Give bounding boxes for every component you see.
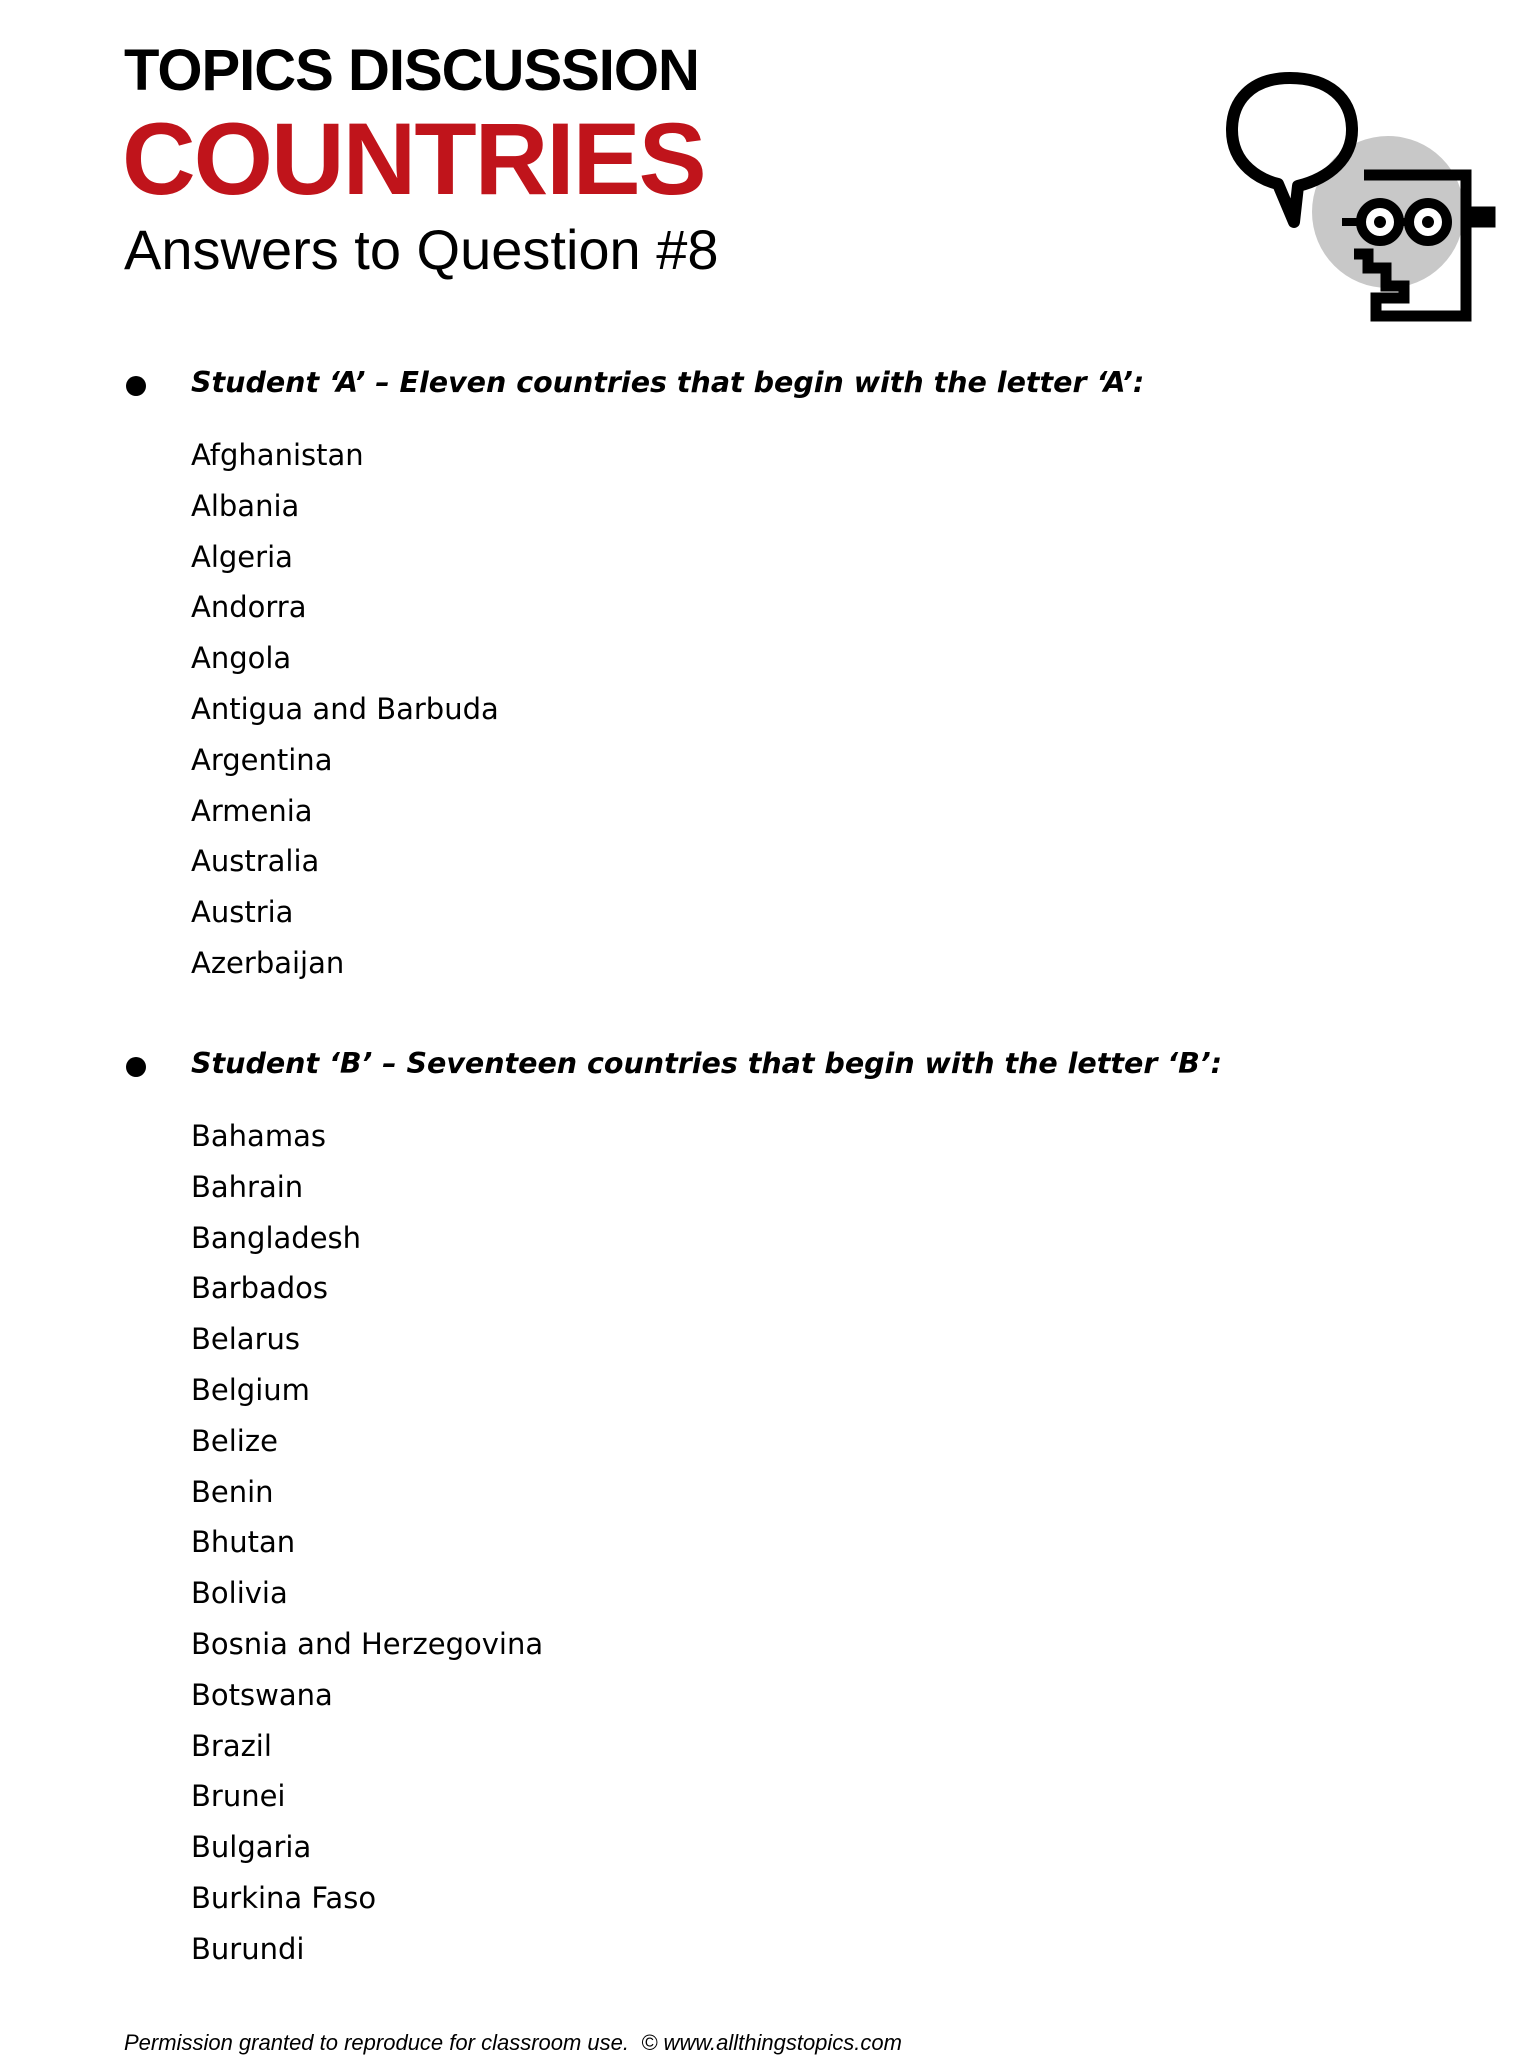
list-item: Bolivia — [191, 1576, 288, 1611]
list-item: Algeria — [191, 539, 293, 574]
list-item: Bhutan — [191, 1525, 296, 1560]
speech-bubble-face-icon — [1222, 72, 1502, 328]
list-item: Bulgaria — [191, 1830, 312, 1865]
section-heading: Student ‘A’ – Eleven countries that begin with the letter ‘A’: — [191, 366, 1145, 399]
list-item: Albania — [191, 488, 300, 523]
list-item: Armenia — [191, 793, 313, 828]
list-item: Azerbaijan — [191, 945, 345, 980]
list-item: Bosnia and Herzegovina — [191, 1626, 544, 1661]
list-item: Brunei — [191, 1779, 286, 1814]
list-item: Botswana — [191, 1677, 333, 1712]
list-item: Andorra — [191, 590, 307, 625]
country-list — [191, 1111, 543, 1975]
bullet — [126, 376, 146, 396]
page-subtitle: Answers to Question #8 — [124, 218, 719, 281]
list-item: Bahrain — [191, 1169, 304, 1204]
list-item: Barbados — [191, 1271, 329, 1306]
list-item: Belize — [191, 1423, 278, 1458]
list-item: Belgium — [191, 1372, 310, 1407]
list-item: Australia — [191, 844, 320, 879]
bullet — [126, 1057, 146, 1077]
header-kicker: TOPICS DISCUSSION — [124, 38, 699, 103]
list-item: Bangladesh — [191, 1220, 362, 1255]
list-item: Belarus — [191, 1322, 300, 1357]
list-item: Afghanistan — [191, 438, 364, 472]
page-title: COUNTRIES — [122, 102, 705, 216]
footer-permission-text: Permission granted to reproduce for classroom use. © www.allthingstopics.com — [124, 2030, 902, 2055]
list-item: Burkina Faso — [191, 1880, 377, 1915]
country-list — [191, 430, 499, 989]
list-item: Burundi — [191, 1931, 305, 1966]
list-item: Austria — [191, 895, 294, 930]
list-item: Argentina — [191, 742, 333, 777]
list-item: Antigua and Barbuda — [191, 691, 499, 726]
list-item: Bahamas — [191, 1119, 326, 1153]
list-item: Angola — [191, 641, 292, 676]
list-item: Brazil — [191, 1728, 272, 1763]
list-item: Benin — [191, 1474, 274, 1509]
section-heading: Student ‘B’ – Seventeen countries that begin with the letter ‘B’: — [191, 1047, 1223, 1080]
